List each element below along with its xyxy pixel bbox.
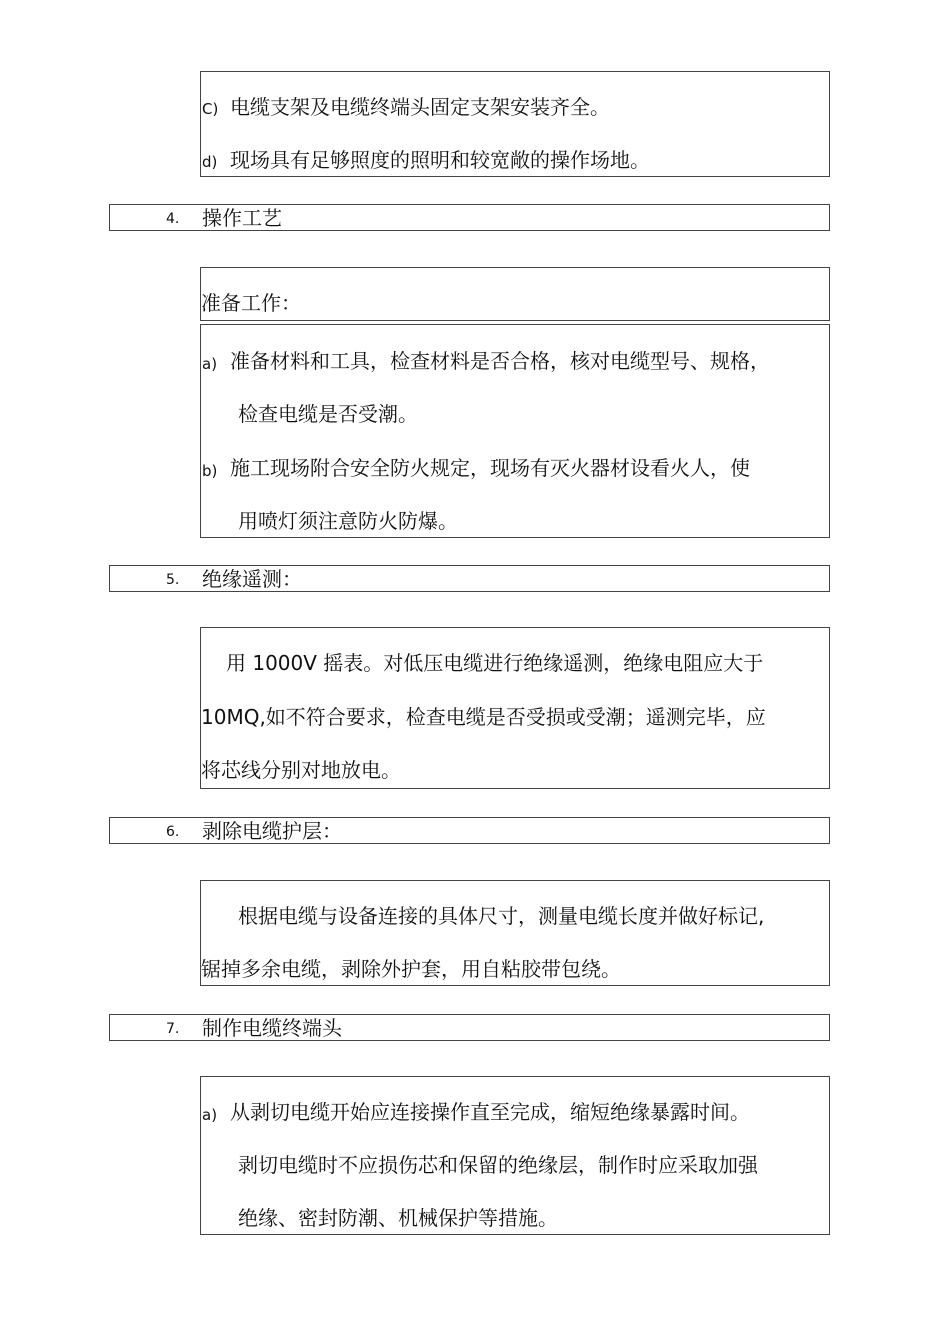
section5-content-box <box>200 627 830 789</box>
paragraph-line-2: 10MQ,如不符合要求，检查电缆是否受损或受潮；遥测完毕，应 <box>201 705 766 729</box>
item-text-d: 现场具有足够照度的照明和较宽敞的操作场地。 <box>230 148 650 172</box>
item-marker-b: b) <box>202 462 218 480</box>
section6-content-box <box>200 880 830 986</box>
paragraph-line-1: 根据电缆与设备连接的具体尺寸，测量电缆长度并做好标记, <box>238 904 765 928</box>
section-heading-4 <box>109 204 830 231</box>
item-text-b-line1: 施工现场附合安全防火规定，现场有灭火器材设看火人，使 <box>230 456 750 480</box>
item-text-line-3: 绝缘、密封防潮、机械保护等措施。 <box>238 1206 558 1230</box>
item-marker-c: C) <box>202 100 219 118</box>
section3-tail-box <box>200 71 830 177</box>
paragraph-line-3: 将芯线分别对地放电。 <box>201 758 401 782</box>
paragraph-line-1: 用 1000V 摇表。对低压电缆进行绝缘遥测，绝缘电阻应大于 <box>226 651 764 675</box>
section-title: 制作电缆终端头 <box>202 1016 342 1040</box>
section-number: 4. <box>166 211 180 227</box>
prep-title-box <box>200 267 830 321</box>
section-title: 操作工艺 <box>202 206 282 230</box>
item-text-c: 电缆支架及电缆终端头固定支架安装齐全。 <box>230 95 610 119</box>
item-text-b-line2: 用喷灯须注意防火防爆。 <box>238 509 458 533</box>
section-heading-5 <box>109 565 830 592</box>
item-text-a-line1: 准备材料和工具，检查材料是否合格，核对电缆型号、规格， <box>230 349 770 373</box>
paragraph-line-2: 锯掉多余电缆，剥除外护套，用自粘胶带包绕。 <box>201 957 621 981</box>
item-text-line-2: 剥切电缆时不应损伤芯和保留的绝缘层，制作时应采取加强 <box>238 1153 758 1177</box>
prep-title: 准备工作： <box>201 291 301 315</box>
section-number: 6. <box>166 824 180 840</box>
item-text-a-line2: 检查电缆是否受潮。 <box>238 402 418 426</box>
item-marker-d: d) <box>202 153 218 171</box>
item-marker-a: a) <box>202 1106 218 1124</box>
section-heading-6 <box>109 817 830 844</box>
item-text-line-1: 从剥切电缆开始应连接操作直至完成，缩短绝缘暴露时间。 <box>230 1100 750 1124</box>
section-heading-7 <box>109 1014 830 1041</box>
section-title: 绝缘遥测： <box>202 567 302 591</box>
item-marker-a: a) <box>202 355 218 373</box>
section7-content-box <box>200 1076 830 1235</box>
prep-items-box <box>200 324 830 538</box>
section-number: 7. <box>166 1021 180 1037</box>
section-title: 剥除电缆护层： <box>202 819 342 843</box>
section-number: 5. <box>166 572 180 588</box>
